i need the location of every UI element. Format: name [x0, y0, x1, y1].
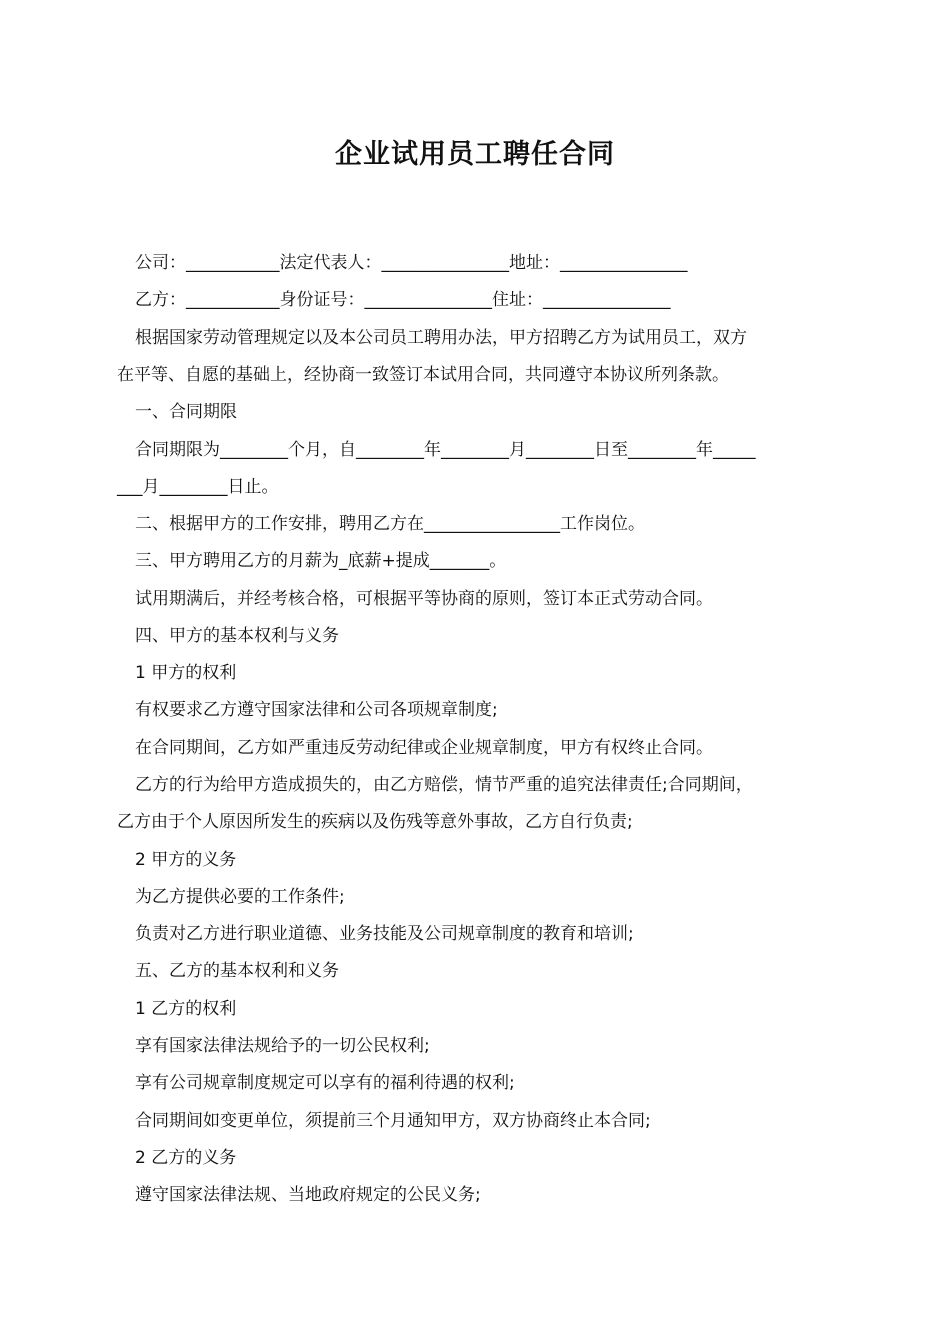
paragraph-line: 乙方的行为给甲方造成损失的，由乙方赔偿，情节严重的追究法律责任;合同期间，	[135, 775, 753, 795]
paragraph-line: 享有公司规章制度规定可以享有的福利待遇的权利;	[135, 1073, 515, 1093]
paragraph-line: 试用期满后，并经考核合格，可根据平等协商的原则，签订本正式劳动合同。	[135, 589, 713, 609]
paragraph-line: 有权要求乙方遵守国家法律和公司各项规章制度;	[135, 700, 498, 720]
paragraph-line: 在合同期间，乙方如严重违反劳动纪律或企业规章制度，甲方有权终止合同。	[135, 738, 713, 758]
subsection-heading: 1 甲方的权利	[135, 663, 237, 683]
paragraph-line: 合同期间如变更单位，须提前三个月通知甲方，双方协商终止本合同;	[135, 1111, 651, 1131]
subsection-heading: 2 甲方的义务	[135, 850, 237, 870]
paragraph-line: 负责对乙方进行职业道德、业务技能及公司规章制度的教育和培训;	[135, 924, 634, 944]
section-heading: 二、根据甲方的工作安排，聘用乙方在________________工作岗位。	[135, 514, 645, 534]
paragraph-line: 根据国家劳动管理规定以及本公司员工聘用办法，甲方招聘乙方为试用员工，双方	[135, 328, 747, 348]
party-a-info-line: 公司：___________法定代表人：_______________地址：_______________	[135, 253, 688, 273]
paragraph-line: 享有国家法律法规给予的一切公民权利;	[135, 1036, 430, 1056]
subsection-heading: 1 乙方的权利	[135, 999, 237, 1019]
paragraph-line: 合同期限为________个月，自________年________月________日至________年_____	[135, 440, 756, 460]
section-heading: 一、合同期限	[135, 402, 237, 422]
paragraph-line: 遵守国家法律法规、当地政府规定的公民义务;	[135, 1185, 481, 1205]
section-heading: 四、甲方的基本权利与义务	[135, 626, 339, 646]
subsection-heading: 2 乙方的义务	[135, 1148, 237, 1168]
paragraph-line: 乙方由于个人原因所发生的疾病以及伤残等意外事故，乙方自行负责;	[117, 812, 633, 832]
section-heading: 五、乙方的基本权利和义务	[135, 961, 339, 981]
section-heading: 三、甲方聘用乙方的月薪为_底薪+提成_______。	[135, 551, 507, 571]
party-b-info-line: 乙方：___________身份证号：_______________住址：_______________	[135, 290, 671, 310]
paragraph-line: ___月________日止。	[117, 477, 279, 497]
document-title: 企业试用员工聘任合同	[335, 139, 615, 170]
paragraph-line: 在平等、自愿的基础上，经协商一致签订本试用合同，共同遵守本协议所列条款。	[117, 365, 729, 385]
paragraph-line: 为乙方提供必要的工作条件;	[135, 887, 345, 907]
